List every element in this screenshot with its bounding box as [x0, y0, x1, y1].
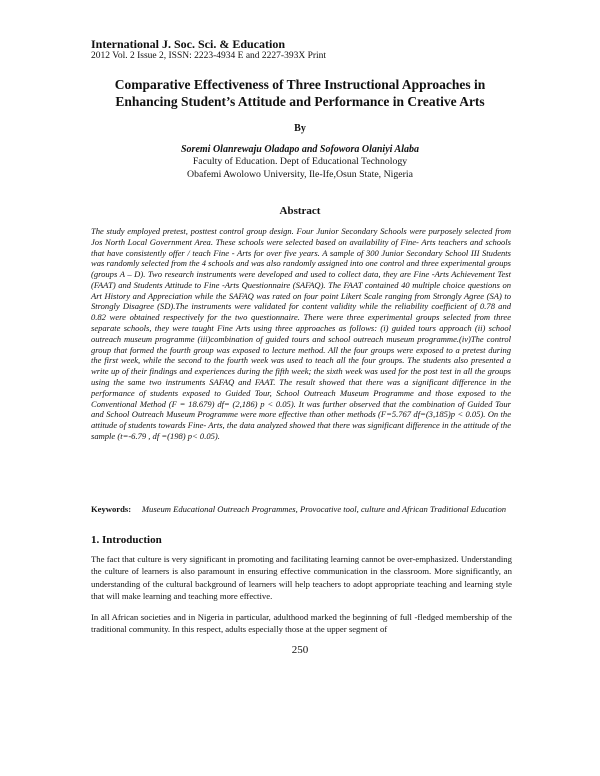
affiliation-line-1: Faculty of Education. Dept of Educational Technology	[192, 156, 408, 167]
paper-title-line-1: Comparative Effectiveness of Three Instructional Approaches in	[114, 77, 486, 92]
keywords-text: Museum Educational Outreach Programmes, Provocative tool, culture and African Traditional Education	[141, 504, 507, 514]
journal-issue-info: 2012 Vol. 2 Issue 2, ISSN: 2223-4934 E and 2227-393X Print	[91, 51, 327, 61]
page-number: 250	[291, 644, 309, 656]
paper-title	[70, 76, 530, 110]
authors: Soremi Olanrewaju Oladapo and Sofowora Olaniyi Alaba	[181, 144, 419, 155]
section-heading-introduction: 1. Introduction	[91, 534, 162, 546]
affiliation-line-2: Obafemi Awolowo University, Ile-Ife,Osun State, Nigeria	[187, 168, 413, 180]
intro-paragraph-1: The fact that culture is very significant in promoting and facilitating learning cannot be over-emphasized. Understanding the culture of learners is also paramount in ensuring effective communication in the classroom. More significantly, an understanding of the cultural background of learners will help teachers to adopt appropriate teaching and learning style that will make learning and teaching more effective.	[91, 554, 512, 601]
paper-title-line-2: Enhancing Student’s Attitude and Performance in Creative Arts	[115, 94, 485, 109]
intro-paragraph-2: In all African societies and in Nigeria in particular, adulthood marked the beginning of full -fledged membership of the traditional community. In this respect, adults especially those at the upper segment of	[91, 612, 512, 635]
abstract-text: The study employed pretest, posttest control group design. Four Junior Secondary Schools were purposely selected from Jos North Local Government Area. These schools were selected based on availability of Fine- Arts teachers and schools that have consistently offer / teach Fine - Arts for over five years. A sample of 300 Junior Secondary School III Students was randomly selected from the 4 schools and was also randomly assigned into one control and three experimental groups (groups A – D). Two research instruments were developed and used to collect data, they are Fine -Arts Achievement Test (FAAT) and Students Attitude to Fine -Arts Questionnaire (SAFAQ). The FAAT contained 40 multiple choice questions on Art History and Appreciation while the SAFAQ was rated on four point Likert Scale ranging from Strongly Agree (SA) to Strongly Disagree (SD).The instruments were validated for content validity while the reliability coefficient of 0.78 and 0.82 were obtained respectively for the two questionnaire. There were three experimental groups selected from three separate schools, they were taught Fine Arts using three approaches as follows: (i) guided tours approach (ii) school outreach museum programme (iii)combination of guided tours and school outreach museum programme.(iv)The control group that formed the fourth group was exposed to lecture method. All the four groups were exposed to a pretest during the first week, while the second to the fourth week was used to teach all the four groups. The students also presented a write up of their findings and experiences during the fifth week; the sixth week was used for the post test in all the groups using the same two instruments SAFAQ and FAAT. The result showed that there was a significant difference in the performance of students exposed to Guided Tour, School Outreach Museum Programme and those exposed to the Conventional Method (F = 18.679) df= (2,186) p < 0.05). It was further observed that the combination of Guided Tour and School Outreach Museum Programme were more effective than other methods (F=5.767 df=(3,185)p < 0.05). On the attitude of students towards Fine- Arts, the data analyzed showed that there was significant difference in the attitude of the sample (t=-6.79 , df =(198) p< 0.05).	[91, 226, 511, 441]
journal-title: International J. Soc. Sci. & Education	[91, 37, 286, 51]
affiliation	[0, 156, 600, 181]
by-label: By	[294, 123, 306, 134]
keywords-label: Keywords:	[91, 504, 132, 514]
keywords	[91, 504, 511, 515]
abstract-heading: Abstract	[279, 205, 321, 217]
